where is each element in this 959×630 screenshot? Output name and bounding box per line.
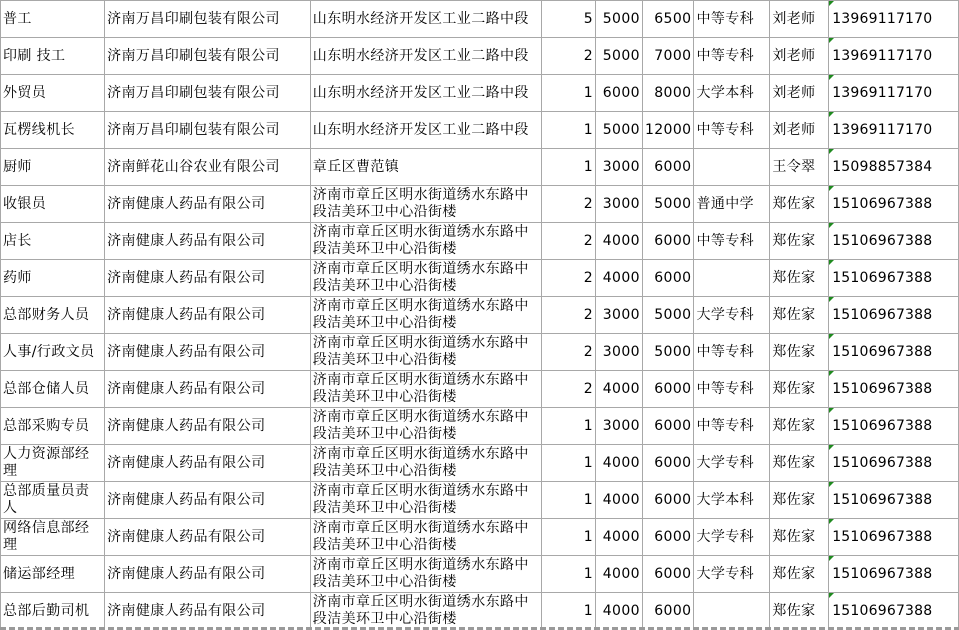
cell-phone[interactable]: 15098857384 xyxy=(829,149,959,186)
comment-marker-icon xyxy=(829,223,834,228)
cell-salary-min[interactable]: 5000 xyxy=(596,112,643,149)
cell-salary-max[interactable]: 6000 xyxy=(642,223,694,260)
cell-salary-min[interactable]: 4000 xyxy=(596,260,643,297)
cell-contact[interactable]: 郑佐家 xyxy=(770,223,829,260)
cell-address[interactable]: 济南市章丘区明水街道绣水东路中段洁美环卫中心沿街楼 xyxy=(310,371,542,408)
cell-phone[interactable]: 13969117170 xyxy=(829,75,959,112)
cell-education[interactable]: 大学专科 xyxy=(694,519,770,556)
cell-job-title[interactable]: 瓦楞线机长 xyxy=(1,112,105,149)
cell-contact[interactable]: 郑佐家 xyxy=(770,186,829,223)
cell-phone[interactable]: 15106967388 xyxy=(829,297,959,334)
cell-salary-min[interactable]: 4000 xyxy=(596,482,643,519)
cell-education[interactable] xyxy=(694,260,770,297)
cell-company[interactable]: 济南健康人药品有限公司 xyxy=(105,408,311,445)
cell-headcount[interactable]: 1 xyxy=(542,519,596,556)
cell-headcount[interactable]: 2 xyxy=(542,38,596,75)
cell-address[interactable]: 山东明水经济开发区工业二路中段 xyxy=(310,112,542,149)
cell-education[interactable]: 中等专科 xyxy=(694,223,770,260)
cell-job-title[interactable]: 人事/行政文员 xyxy=(1,334,105,371)
cell-contact[interactable]: 郑佐家 xyxy=(770,260,829,297)
cell-salary-max[interactable]: 8000 xyxy=(642,75,694,112)
cell-salary-min[interactable]: 4000 xyxy=(596,593,643,630)
cell-salary-max[interactable]: 5000 xyxy=(642,297,694,334)
cell-job-title[interactable]: 外贸员 xyxy=(1,75,105,112)
comment-marker-icon xyxy=(829,186,834,191)
cell-job-title[interactable]: 店长 xyxy=(1,223,105,260)
cell-headcount[interactable]: 2 xyxy=(542,371,596,408)
cell-headcount[interactable]: 2 xyxy=(542,260,596,297)
cell-phone[interactable]: 13969117170 xyxy=(829,38,959,75)
cell-salary-max[interactable]: 7000 xyxy=(642,38,694,75)
table-row xyxy=(1,593,959,630)
cell-company[interactable]: 济南健康人药品有限公司 xyxy=(105,371,311,408)
cell-phone[interactable]: 15106967388 xyxy=(829,556,959,593)
cell-salary-min[interactable]: 5000 xyxy=(596,1,643,38)
cell-education[interactable]: 大学专科 xyxy=(694,556,770,593)
cell-job-title[interactable]: 印刷 技工 xyxy=(1,38,105,75)
cell-address[interactable]: 济南市章丘区明水街道绣水东路中段洁美环卫中心沿街楼 xyxy=(310,519,542,556)
comment-marker-icon xyxy=(829,260,834,265)
cell-salary-min[interactable]: 4000 xyxy=(596,556,643,593)
cell-job-title[interactable]: 总部财务人员 xyxy=(1,297,105,334)
cell-salary-min[interactable]: 4000 xyxy=(596,223,643,260)
cell-company[interactable]: 济南健康人药品有限公司 xyxy=(105,519,311,556)
cell-address[interactable]: 济南市章丘区明水街道绣水东路中段洁美环卫中心沿街楼 xyxy=(310,297,542,334)
cell-salary-min[interactable]: 6000 xyxy=(596,75,643,112)
cell-address[interactable]: 济南市章丘区明水街道绣水东路中段洁美环卫中心沿街楼 xyxy=(310,186,542,223)
cell-headcount[interactable]: 1 xyxy=(542,149,596,186)
table-row xyxy=(1,556,959,593)
cell-headcount[interactable]: 2 xyxy=(542,297,596,334)
cell-address[interactable]: 济南市章丘区明水街道绣水东路中段洁美环卫中心沿街楼 xyxy=(310,334,542,371)
cell-education[interactable]: 中等专科 xyxy=(694,112,770,149)
table-row xyxy=(1,38,959,75)
cell-phone[interactable]: 13969117170 xyxy=(829,112,959,149)
cell-company[interactable]: 济南万昌印刷包装有限公司 xyxy=(105,38,311,75)
cell-job-title[interactable]: 普工 xyxy=(1,1,105,38)
comment-marker-icon xyxy=(829,593,834,598)
cell-company[interactable]: 济南健康人药品有限公司 xyxy=(105,445,311,482)
table-row xyxy=(1,1,959,38)
cell-salary-min[interactable]: 5000 xyxy=(596,38,643,75)
cell-job-title[interactable]: 收银员 xyxy=(1,186,105,223)
cell-salary-min[interactable]: 3000 xyxy=(596,334,643,371)
table-row xyxy=(1,482,959,519)
cell-headcount[interactable]: 1 xyxy=(542,482,596,519)
cell-salary-min[interactable]: 3000 xyxy=(596,149,643,186)
cell-phone[interactable]: 15106967388 xyxy=(829,186,959,223)
cell-phone[interactable]: 15106967388 xyxy=(829,482,959,519)
cell-salary-max[interactable]: 5000 xyxy=(642,334,694,371)
cell-job-title[interactable]: 网络信息部经理 xyxy=(1,519,105,556)
cell-phone[interactable]: 15106967388 xyxy=(829,260,959,297)
cell-address[interactable]: 山东明水经济开发区工业二路中段 xyxy=(310,1,542,38)
table-row xyxy=(1,408,959,445)
cell-address[interactable]: 山东明水经济开发区工业二路中段 xyxy=(310,75,542,112)
cell-job-title[interactable]: 总部采购专员 xyxy=(1,408,105,445)
cell-contact[interactable]: 郑佐家 xyxy=(770,408,829,445)
cell-education[interactable] xyxy=(694,593,770,630)
cell-salary-max[interactable]: 6000 xyxy=(642,371,694,408)
cell-salary-min[interactable]: 4000 xyxy=(596,519,643,556)
cell-contact[interactable]: 郑佐家 xyxy=(770,593,829,630)
cell-education[interactable]: 中等专科 xyxy=(694,38,770,75)
cell-contact[interactable]: 郑佐家 xyxy=(770,519,829,556)
table-row xyxy=(1,260,959,297)
cell-salary-max[interactable]: 6000 xyxy=(642,519,694,556)
cell-company[interactable]: 济南健康人药品有限公司 xyxy=(105,556,311,593)
cell-headcount[interactable]: 1 xyxy=(542,75,596,112)
cell-job-title[interactable]: 厨师 xyxy=(1,149,105,186)
cell-company[interactable]: 济南健康人药品有限公司 xyxy=(105,186,311,223)
cell-phone[interactable]: 15106967388 xyxy=(829,408,959,445)
cell-contact[interactable]: 郑佐家 xyxy=(770,482,829,519)
comment-marker-icon xyxy=(829,408,834,413)
cell-salary-max[interactable]: 6000 xyxy=(642,482,694,519)
comment-marker-icon xyxy=(829,112,834,117)
cell-salary-min[interactable]: 3000 xyxy=(596,297,643,334)
cell-education[interactable] xyxy=(694,149,770,186)
cell-company[interactable]: 济南健康人药品有限公司 xyxy=(105,482,311,519)
cell-job-title[interactable]: 人力资源部经理 xyxy=(1,445,105,482)
cell-company[interactable]: 济南万昌印刷包装有限公司 xyxy=(105,112,311,149)
cell-phone[interactable]: 15106967388 xyxy=(829,223,959,260)
cell-address[interactable]: 济南市章丘区明水街道绣水东路中段洁美环卫中心沿街楼 xyxy=(310,482,542,519)
cell-salary-min[interactable]: 4000 xyxy=(596,445,643,482)
cell-education[interactable]: 中等专科 xyxy=(694,408,770,445)
cell-education[interactable]: 中等专科 xyxy=(694,371,770,408)
cell-address[interactable]: 济南市章丘区明水街道绣水东路中段洁美环卫中心沿街楼 xyxy=(310,260,542,297)
table-row xyxy=(1,334,959,371)
cell-headcount[interactable]: 1 xyxy=(542,408,596,445)
comment-marker-icon xyxy=(829,519,834,524)
cell-education[interactable]: 普通中学 xyxy=(694,186,770,223)
cell-contact[interactable]: 郑佐家 xyxy=(770,445,829,482)
comment-marker-icon xyxy=(829,297,834,302)
cell-contact[interactable]: 刘老师 xyxy=(770,75,829,112)
cell-phone[interactable]: 15106967388 xyxy=(829,593,959,630)
cell-company[interactable]: 济南鲜花山谷农业有限公司 xyxy=(105,149,311,186)
cell-contact[interactable]: 刘老师 xyxy=(770,38,829,75)
cell-address[interactable]: 济南市章丘区明水街道绣水东路中段洁美环卫中心沿街楼 xyxy=(310,445,542,482)
cell-education[interactable]: 大学专科 xyxy=(694,445,770,482)
cell-job-title[interactable]: 储运部经理 xyxy=(1,556,105,593)
table-row xyxy=(1,519,959,556)
cell-contact[interactable]: 刘老师 xyxy=(770,1,829,38)
cell-salary-max[interactable]: 6500 xyxy=(642,1,694,38)
cell-education[interactable]: 大学专科 xyxy=(694,297,770,334)
cell-job-title[interactable]: 总部质量员责人 xyxy=(1,482,105,519)
cell-company[interactable]: 济南健康人药品有限公司 xyxy=(105,334,311,371)
cell-phone[interactable]: 15106967388 xyxy=(829,445,959,482)
cell-salary-max[interactable]: 6000 xyxy=(642,445,694,482)
table-row xyxy=(1,75,959,112)
cell-salary-max[interactable]: 6000 xyxy=(642,556,694,593)
cell-headcount[interactable]: 2 xyxy=(542,223,596,260)
cell-job-title[interactable]: 总部后勤司机 xyxy=(1,593,105,630)
table-row xyxy=(1,112,959,149)
comment-marker-icon xyxy=(829,556,834,561)
comment-marker-icon xyxy=(829,445,834,450)
cell-phone[interactable]: 15106967388 xyxy=(829,519,959,556)
cell-headcount[interactable]: 1 xyxy=(542,445,596,482)
cell-address[interactable]: 济南市章丘区明水街道绣水东路中段洁美环卫中心沿街楼 xyxy=(310,593,542,630)
cell-company[interactable]: 济南万昌印刷包装有限公司 xyxy=(105,1,311,38)
comment-marker-icon xyxy=(829,334,834,339)
cell-contact[interactable]: 郑佐家 xyxy=(770,556,829,593)
cell-headcount[interactable]: 1 xyxy=(542,556,596,593)
cell-headcount[interactable]: 1 xyxy=(542,593,596,630)
table-row xyxy=(1,371,959,408)
table-row xyxy=(1,223,959,260)
table-row xyxy=(1,445,959,482)
comment-marker-icon xyxy=(829,371,834,376)
cell-salary-max[interactable]: 6000 xyxy=(642,149,694,186)
comment-marker-icon xyxy=(829,75,834,80)
cell-contact[interactable]: 郑佐家 xyxy=(770,297,829,334)
cell-company[interactable]: 济南健康人药品有限公司 xyxy=(105,297,311,334)
cell-address[interactable]: 济南市章丘区明水街道绣水东路中段洁美环卫中心沿街楼 xyxy=(310,223,542,260)
comment-marker-icon xyxy=(829,1,834,6)
cell-salary-max[interactable]: 6000 xyxy=(642,260,694,297)
comment-marker-icon xyxy=(829,38,834,43)
table-row xyxy=(1,186,959,223)
table-row xyxy=(1,149,959,186)
cell-salary-max[interactable]: 6000 xyxy=(642,408,694,445)
cell-contact[interactable]: 郑佐家 xyxy=(770,371,829,408)
cell-salary-min[interactable]: 3000 xyxy=(596,186,643,223)
cell-phone[interactable]: 13969117170 xyxy=(829,1,959,38)
cell-contact[interactable]: 刘老师 xyxy=(770,112,829,149)
cell-job-title[interactable]: 药师 xyxy=(1,260,105,297)
cell-company[interactable]: 济南健康人药品有限公司 xyxy=(105,260,311,297)
cell-job-title[interactable]: 总部仓储人员 xyxy=(1,371,105,408)
comment-marker-icon xyxy=(829,482,834,487)
cell-company[interactable]: 济南健康人药品有限公司 xyxy=(105,593,311,630)
cell-address[interactable]: 济南市章丘区明水街道绣水东路中段洁美环卫中心沿街楼 xyxy=(310,408,542,445)
cell-headcount[interactable]: 1 xyxy=(542,112,596,149)
cell-company[interactable]: 济南万昌印刷包装有限公司 xyxy=(105,75,311,112)
cell-company[interactable]: 济南健康人药品有限公司 xyxy=(105,223,311,260)
cell-education[interactable]: 中等专科 xyxy=(694,334,770,371)
cell-salary-min[interactable]: 3000 xyxy=(596,408,643,445)
cell-salary-max[interactable]: 12000 xyxy=(642,112,694,149)
cell-phone[interactable]: 15106967388 xyxy=(829,371,959,408)
comment-marker-icon xyxy=(829,149,834,154)
cell-contact[interactable]: 郑佐家 xyxy=(770,334,829,371)
cell-contact[interactable]: 王令翠 xyxy=(770,149,829,186)
cell-salary-min[interactable]: 4000 xyxy=(596,371,643,408)
cell-address[interactable]: 山东明水经济开发区工业二路中段 xyxy=(310,38,542,75)
cell-address[interactable]: 章丘区曹范镇 xyxy=(310,149,542,186)
cell-address[interactable]: 济南市章丘区明水街道绣水东路中段洁美环卫中心沿街楼 xyxy=(310,556,542,593)
cell-headcount[interactable]: 2 xyxy=(542,186,596,223)
cell-salary-max[interactable]: 6000 xyxy=(642,593,694,630)
cell-salary-max[interactable]: 5000 xyxy=(642,186,694,223)
cell-headcount[interactable]: 5 xyxy=(542,1,596,38)
cell-education[interactable]: 大学本科 xyxy=(694,75,770,112)
table-row xyxy=(1,297,959,334)
cell-headcount[interactable]: 2 xyxy=(542,334,596,371)
cell-education[interactable]: 中等专科 xyxy=(694,1,770,38)
table-body xyxy=(1,1,959,630)
cell-education[interactable]: 大学本科 xyxy=(694,482,770,519)
cell-phone[interactable]: 15106967388 xyxy=(829,334,959,371)
